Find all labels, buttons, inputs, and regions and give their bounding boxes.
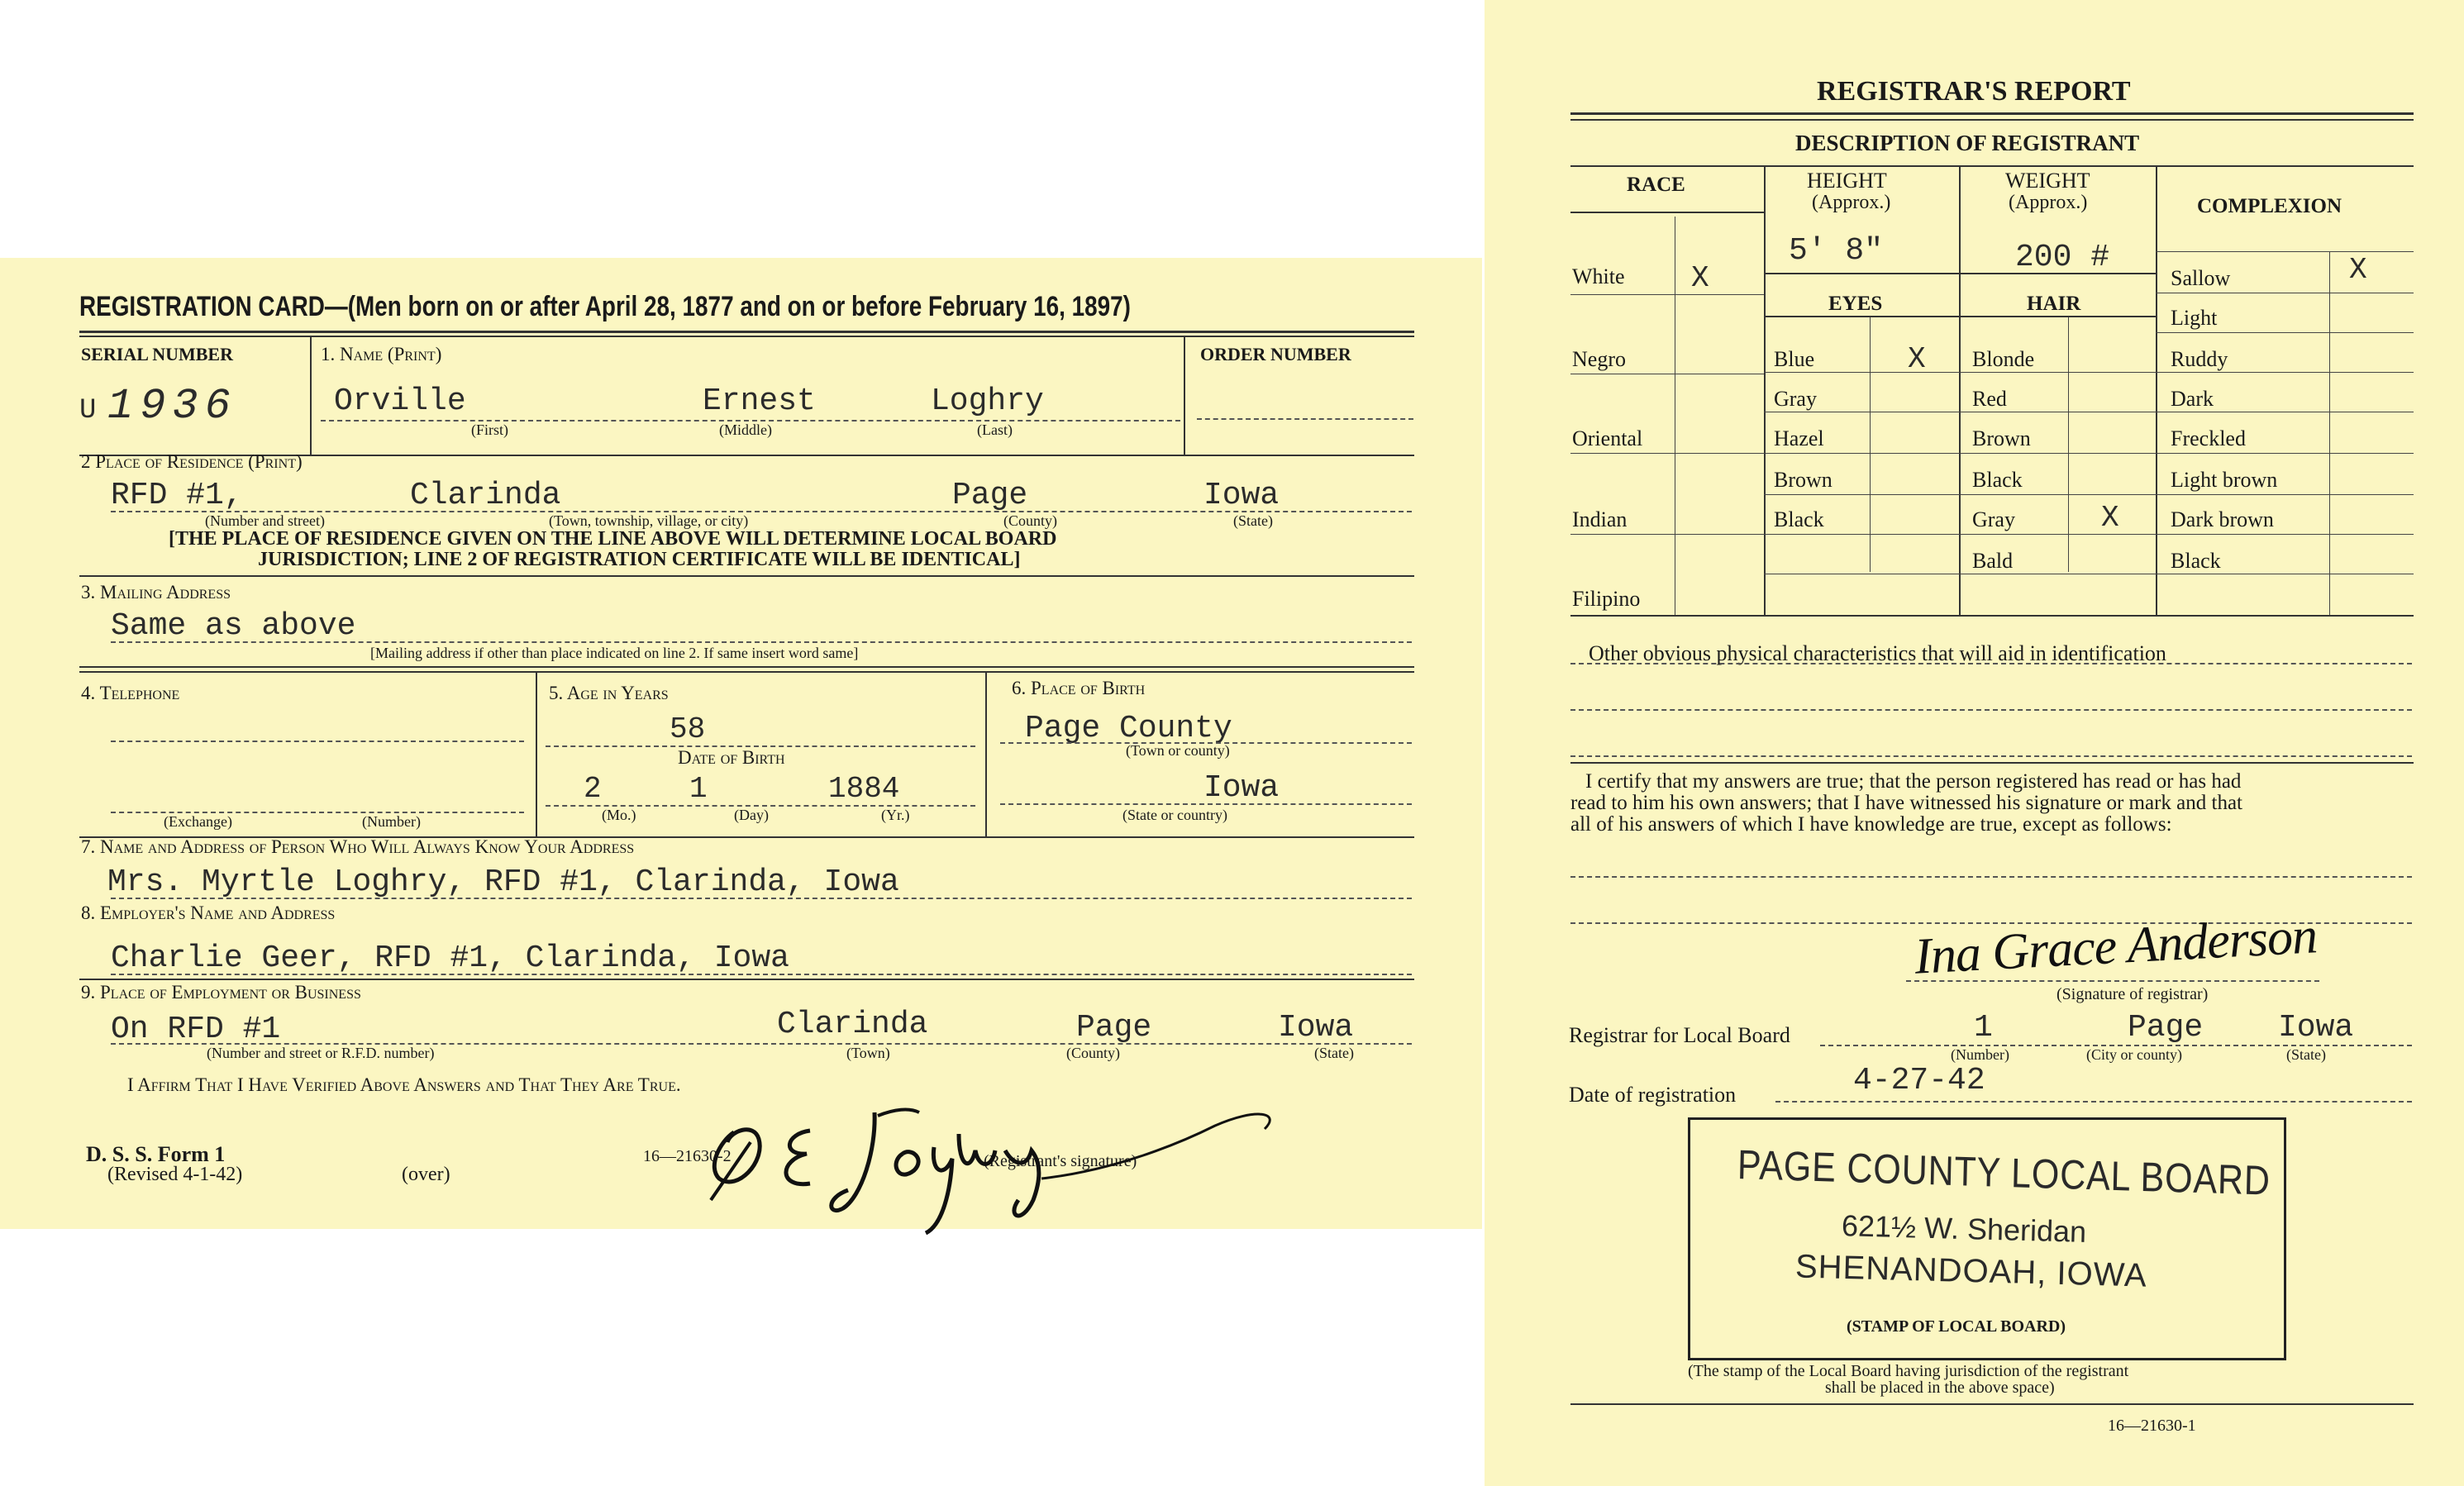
- weight-approx: (Approx.): [2009, 192, 2088, 213]
- telephone-label: 4. Telephone: [81, 683, 180, 703]
- mailing-caption: [Mailing address if other than place indicated on line 2. If same insert word same]: [370, 645, 859, 661]
- serial-number-label: SERIAL NUMBER: [81, 344, 233, 364]
- complexion-option-light-brown: Light brown: [2171, 468, 2278, 492]
- board-number-caption: (Number): [1951, 1046, 2009, 1063]
- street-caption: (Number and street): [205, 512, 325, 529]
- description-subtitle: DESCRIPTION OF REGISTRANT: [1795, 131, 2140, 155]
- registrant-signature: [686, 1093, 1372, 1225]
- residence-county-value: Page: [952, 478, 1028, 513]
- contact-person-value: Mrs. Myrtle Loghry, RFD #1, Clarinda, Iowa: [107, 864, 899, 900]
- yr-caption: (Yr.): [881, 807, 910, 823]
- mailing-address-value: Same as above: [111, 608, 356, 644]
- eyes-header: EYES: [1828, 293, 1883, 315]
- board-city-caption: (City or county): [2086, 1046, 2182, 1063]
- height-approx: (Approx.): [1812, 192, 1891, 213]
- employment-county-caption: (County): [1066, 1045, 1120, 1061]
- race-option-white: White: [1572, 264, 1625, 288]
- employment-street-caption: (Number and street or R.F.D. number): [207, 1045, 435, 1061]
- board-state-caption: (State): [2286, 1046, 2326, 1063]
- complexion-option-sallow: Sallow: [2171, 266, 2231, 290]
- weight-value: 200 #: [2015, 240, 2110, 275]
- dob-label: Date of Birth: [678, 747, 785, 768]
- height-header: HEIGHT: [1807, 169, 1887, 193]
- residence-notice-line2: JURISDICTION; LINE 2 OF REGISTRATION CERTIFICATE WILL BE IDENTICAL]: [258, 549, 1021, 570]
- birthplace-state-value: Iowa: [1203, 770, 1280, 806]
- county-caption: (County): [1003, 512, 1057, 529]
- stamp-caption: (STAMP OF LOCAL BOARD): [1847, 1317, 2066, 1336]
- certify-line2: read to him his own answers; that I have witnessed his signature or mark and that: [1570, 792, 2243, 814]
- local-board-label: Registrar for Local Board: [1569, 1023, 1790, 1047]
- eye-option-blue: Blue: [1774, 347, 1815, 371]
- day-caption: (Day): [734, 807, 769, 823]
- eye-option-gray: Gray: [1774, 387, 1817, 411]
- race-option-indian: Indian: [1572, 507, 1628, 531]
- stamp-note-line2: shall be placed in the above space): [1825, 1379, 2055, 1397]
- certify-line3: all of his answers of which I have knowledge are true, except as follows:: [1570, 813, 2172, 836]
- state-caption: (State): [1233, 512, 1273, 529]
- number-caption: (Number): [362, 813, 421, 830]
- complexion-option-dark: Dark: [2171, 387, 2214, 411]
- age-value: 58: [670, 712, 706, 746]
- hair-option-brown: Brown: [1972, 426, 2031, 450]
- stamp-line2: 621½ W. Sheridan: [1841, 1208, 2087, 1249]
- employment-county-value: Page: [1076, 1010, 1152, 1045]
- middle-caption: (Middle): [719, 422, 772, 438]
- mailing-address-label: 3. Mailing Address: [81, 582, 231, 602]
- employer-label: 8. Employer's Name and Address: [81, 903, 336, 923]
- registration-card-front: [0, 258, 1482, 1229]
- town-caption: (Town, township, village, or city): [549, 512, 749, 529]
- employment-label: 9. Place of Employment or Business: [81, 982, 361, 1003]
- residence-notice-line1: [THE PLACE OF RESIDENCE GIVEN ON THE LINE ABOVE WILL DETERMINE LOCAL BOARD: [169, 528, 1057, 550]
- employment-street-value: On RFD #1: [111, 1012, 281, 1047]
- stamp-note-line1: (The stamp of the Local Board having jurisdiction of the registrant: [1688, 1362, 2129, 1380]
- height-value: 5' 8": [1789, 233, 1884, 269]
- stamp-line1: PAGE COUNTY LOCAL BOARD: [1737, 1141, 2271, 1204]
- board-city-value: Page: [2128, 1010, 2204, 1045]
- date-of-registration-label: Date of registration: [1569, 1083, 1737, 1107]
- hair-option-red: Red: [1972, 387, 2007, 411]
- report-title: REGISTRAR'S REPORT: [1817, 76, 2131, 107]
- birthplace-label: 6. Place of Birth: [1012, 678, 1146, 698]
- hair-option-bald: Bald: [1972, 549, 2014, 573]
- dob-day-value: 1: [689, 772, 708, 806]
- employment-town-value: Clarinda: [777, 1007, 928, 1042]
- board-state-value: Iowa: [2278, 1010, 2354, 1045]
- complexion-header: COMPLEXION: [2197, 195, 2342, 217]
- name-last-value: Loghry: [931, 383, 1044, 419]
- complexion-option-light: Light: [2171, 306, 2218, 330]
- eye-blue-mark: X: [1908, 342, 1926, 376]
- registrars-report-back: [1485, 0, 2464, 1486]
- dob-year-value: 1884: [828, 772, 900, 806]
- date-of-registration-value: 4-27-42: [1853, 1063, 1985, 1098]
- hair-option-gray: Gray: [1972, 507, 2015, 531]
- eye-option-black: Black: [1774, 507, 1824, 531]
- eye-option-brown: Brown: [1774, 468, 1833, 492]
- form-name: D. S. S. Form 1: [86, 1142, 226, 1166]
- complexion-sallow-mark: X: [2349, 253, 2367, 287]
- over-note: (over): [402, 1164, 450, 1185]
- hair-option-black: Black: [1972, 468, 2023, 492]
- complexion-option-ruddy: Ruddy: [2171, 347, 2228, 371]
- weight-header: WEIGHT: [2005, 169, 2090, 193]
- order-number-label: ORDER NUMBER: [1200, 344, 1351, 364]
- residence-label: 2 Place of Residence (Print): [81, 451, 303, 472]
- race-option-negro: Negro: [1572, 347, 1626, 371]
- employment-town-caption: (Town): [846, 1045, 890, 1061]
- hair-option-blonde: Blonde: [1972, 347, 2035, 371]
- birthplace-state-caption: (State or country): [1122, 807, 1227, 823]
- residence-state-value: Iowa: [1203, 478, 1280, 513]
- back-form-code: 16—21630-1: [2108, 1417, 2196, 1435]
- complexion-option-freckled: Freckled: [2171, 426, 2246, 450]
- residence-town-value: Clarinda: [410, 478, 561, 513]
- dob-month-value: 2: [584, 772, 602, 806]
- affirmation-statement: I Affirm That I Have Verified Above Answers and That They Are True.: [127, 1074, 681, 1095]
- name-label: 1. Name (Print): [321, 344, 442, 364]
- form-revised: (Revised 4-1-42): [107, 1164, 243, 1185]
- stamp-line3: SHENANDOAH, IOWA: [1794, 1248, 2148, 1294]
- eye-option-hazel: Hazel: [1774, 426, 1824, 450]
- name-middle-value: Ernest: [703, 383, 816, 419]
- race-white-mark: X: [1691, 261, 1709, 295]
- other-characteristics-label: Other obvious physical characteristics that will aid in identification: [1589, 641, 2166, 665]
- contact-person-label: 7. Name and Address of Person Who Will Always Know Your Address: [81, 836, 635, 857]
- employment-state-caption: (State): [1314, 1045, 1354, 1061]
- name-first-value: Orville: [334, 383, 466, 419]
- registrar-signature: Ina Grace Anderson: [1913, 907, 2319, 985]
- employment-state-value: Iowa: [1278, 1010, 1354, 1045]
- complexion-option-black: Black: [2171, 549, 2221, 573]
- exchange-caption: (Exchange): [164, 813, 232, 830]
- race-option-filipino: Filipino: [1572, 587, 1641, 611]
- age-label: 5. Age in Years: [549, 683, 669, 703]
- registrar-signature-caption: (Signature of registrar): [2057, 985, 2209, 1003]
- race-header: RACE: [1627, 174, 1685, 196]
- serial-prefix: U: [79, 395, 97, 426]
- card-header: REGISTRATION CARD—(Men born on or after April 28, 1877 and on or before February 16, 1897): [79, 291, 1131, 322]
- mo-caption: (Mo.): [602, 807, 636, 823]
- front-form-code: 16—21630-2: [643, 1147, 732, 1165]
- registrant-signature-caption: (Registrant's signature): [984, 1152, 1137, 1170]
- birthplace-town-value: Page County: [1025, 711, 1232, 746]
- hair-header: HAIR: [2027, 293, 2081, 315]
- race-option-oriental: Oriental: [1572, 426, 1643, 450]
- hair-gray-mark: X: [2101, 501, 2119, 535]
- last-caption: (Last): [977, 422, 1013, 438]
- birthplace-town-caption: (Town or county): [1126, 742, 1230, 759]
- first-caption: (First): [471, 422, 508, 438]
- serial-number-value: 1936: [107, 382, 237, 431]
- certify-line1: I certify that my answers are true; that the person registered has read or has had: [1585, 770, 2242, 793]
- employer-value: Charlie Geer, RFD #1, Clarinda, Iowa: [111, 941, 789, 976]
- board-number-value: 1: [1974, 1010, 1993, 1045]
- complexion-option-dark-brown: Dark brown: [2171, 507, 2274, 531]
- residence-street-value: RFD #1,: [111, 478, 243, 513]
